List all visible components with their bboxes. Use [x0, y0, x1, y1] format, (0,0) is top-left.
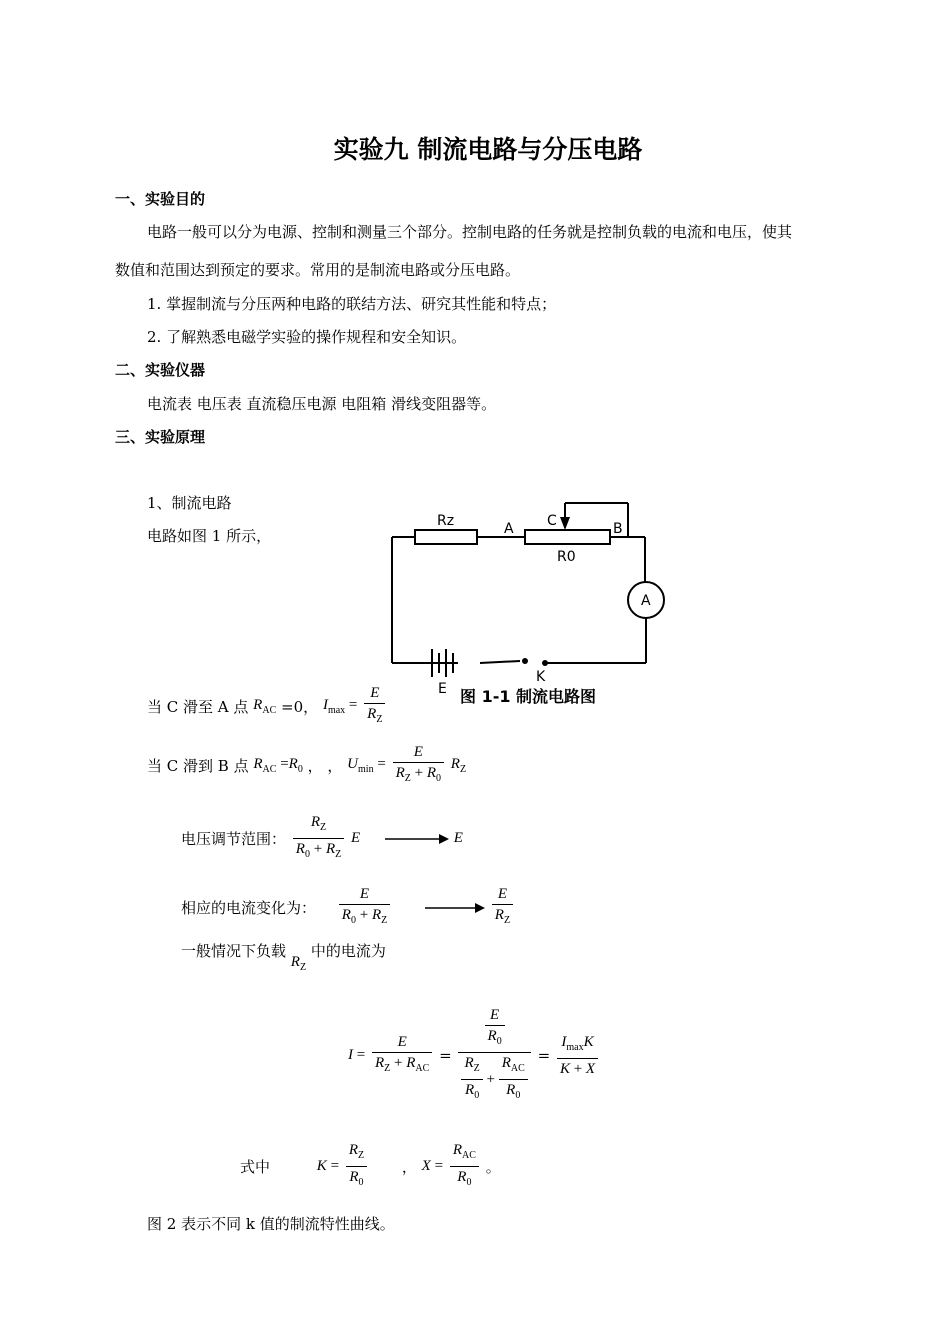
- condition-a: 当 C 滑至 A 点 $R_{AC} =0$， $I_{max}$ = $\frac{E}{R_Z}$: [147, 683, 387, 730]
- voltage-range: 电压调节范围： $\frac{R_Z}{R_0 + R_Z}$ E E: [181, 814, 463, 860]
- figure-2-note: 图 2 表示不同 k 值的制流特性曲线。: [147, 1215, 395, 1233]
- objective-item-1: 1. 掌握制流与分压两种电路的联结方法、研究其性能和特点；: [147, 295, 557, 313]
- section-1-para-line-1: 电路一般可以分为电源、控制和测量三个部分。控制电路的任务就是控制负载的电流和电压，使其: [147, 223, 793, 241]
- circuit-diagram: [380, 495, 680, 715]
- condition-b: 当 C 滑到 B 点 $R_{AC} =R_0$ ， ， $U_{min}$ = $\frac{E}{R_Z + R_0}$ $R_Z$: [147, 744, 467, 784]
- arrow-icon: [385, 832, 449, 846]
- current-formula: I = $\frac{E}{R_Z + R_{AC}}$ = $\frac{E}{R_0}$ $\frac{R_Z}{R_0}$ + $\frac{R_{AC}}{R_0}$ = $\frac{I_{max}K}{K + X}$: [348, 1005, 600, 1106]
- label-rz: Rz: [437, 513, 455, 529]
- figure-caption: 图 1-1 制流电路图: [460, 687, 597, 706]
- section-1-heading: 一、实验目的: [115, 190, 206, 208]
- general-case: 一般情况下负载 $R_Z$ 中的电流为: [181, 942, 386, 973]
- subsection-title: 1、制流电路: [147, 494, 232, 512]
- label-r0: R0: [557, 549, 576, 565]
- section-1-para-line-2: 数值和范围达到预定的要求。常用的是制流电路或分压电路。: [115, 261, 521, 279]
- arrow-icon: [425, 901, 485, 915]
- section-2-heading: 二、实验仪器: [115, 361, 206, 379]
- section-3-heading: 三、实验原理: [115, 428, 206, 446]
- ammeter-symbol: A: [641, 593, 651, 609]
- objective-item-2: 2. 了解熟悉电磁学实验的操作规程和安全知识。: [147, 328, 467, 346]
- label-b: B: [613, 521, 623, 537]
- current-change: 相应的电流变化为： $\frac{E}{R_0 + R_Z}$ $\frac{E}{R_Z}$: [181, 884, 515, 931]
- definitions: 式中 K = $\frac{R_Z}{R_0}$ ， X = $\frac{R_{AC}}{R_0}$ 。: [240, 1142, 501, 1188]
- label-a: A: [504, 521, 514, 537]
- label-k: K: [536, 669, 546, 685]
- circuit-intro: 电路如图 1 所示，: [147, 527, 272, 545]
- page-title: 实验九 制流电路与分压电路: [333, 135, 643, 164]
- instrument-list: 电流表 电压表 直流稳压电源 电阻箱 滑线变阻器等。: [147, 395, 497, 413]
- label-c: C: [547, 513, 557, 529]
- label-e: E: [438, 681, 447, 697]
